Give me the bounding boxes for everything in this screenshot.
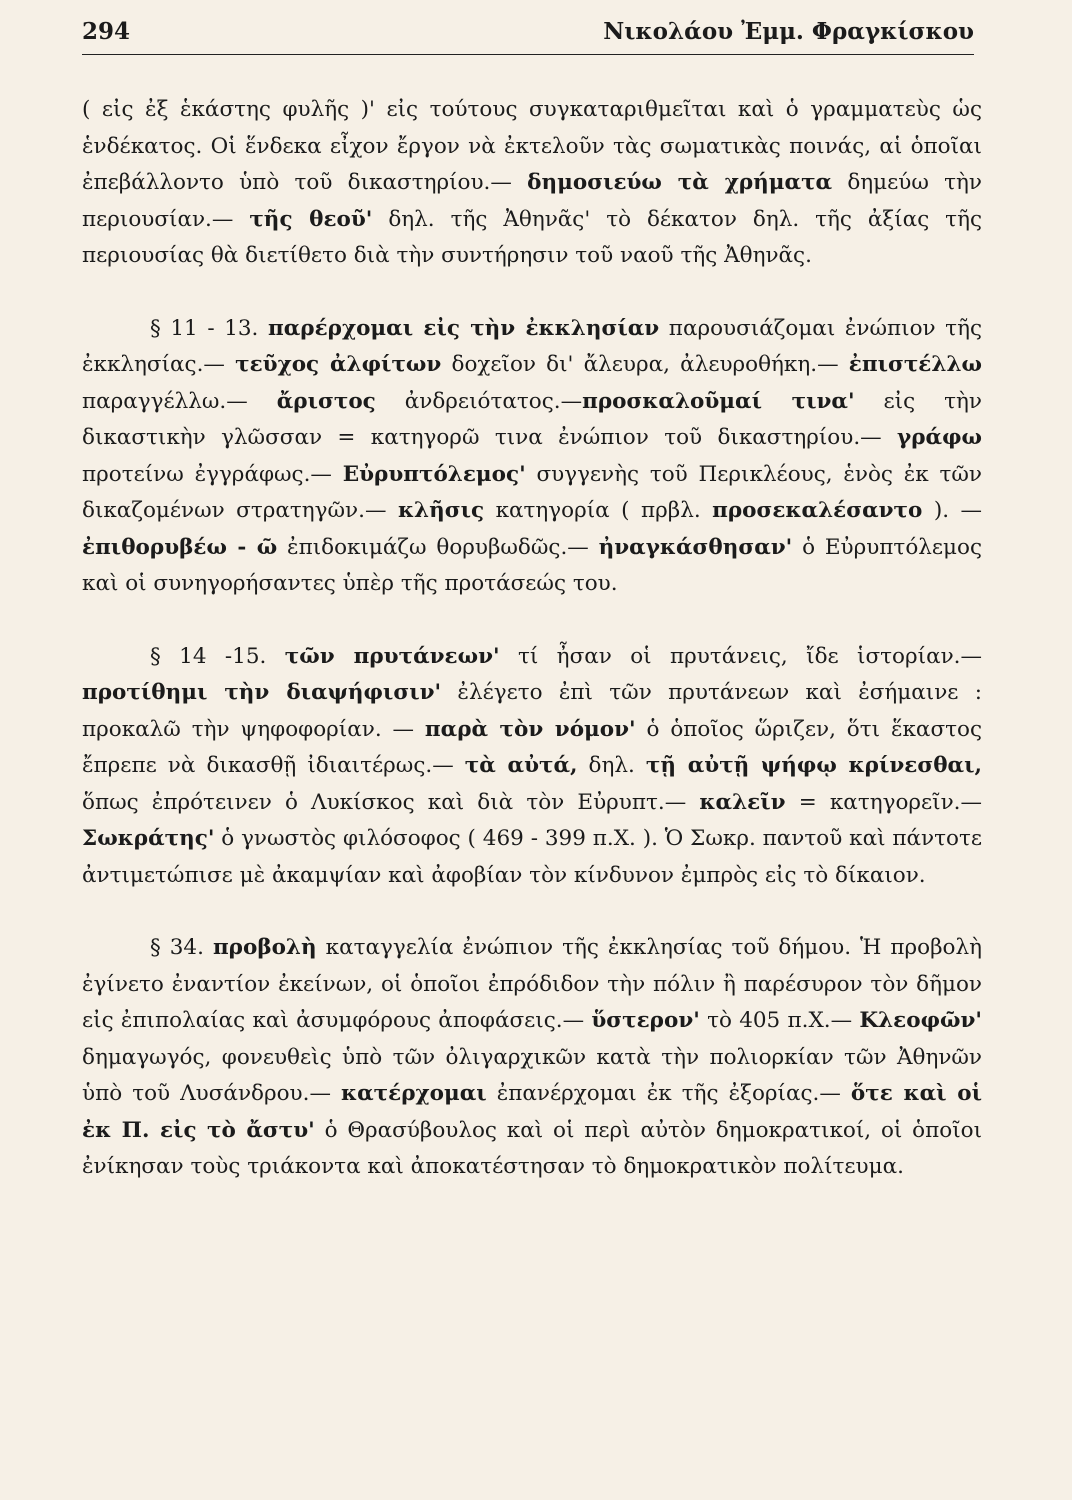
lemma-term: δημοσιεύω τὰ χρήματα <box>527 170 833 195</box>
lemma-term: ἠναγκάσθησαν' <box>598 534 793 560</box>
gloss-text: τί ἦσαν οἱ πρυτάνεις, ἴδε ἱστορίαν.— <box>499 643 982 669</box>
lemma-term: κλῆσις <box>397 498 485 523</box>
gloss-text: ἀνδρειότατος.— <box>375 388 583 414</box>
lemma-term: γράφω <box>897 425 982 450</box>
gloss-text: τὸ 405 π.Χ.— <box>699 1008 860 1033</box>
gloss-text: § 11 - 13. <box>150 315 268 341</box>
page-number: 294 <box>82 18 131 45</box>
gloss-text: ὁ γνωστὸς φιλόσοφος ( 469 - 399 π.Χ. ). Ὁ Σωκρ. παντοῦ καὶ πάντοτε ἀντιμετώπισε μὲ ἀκαμψίαν καὶ ἀφοβίαν τὸν κίνδυνον ἐμπρὸς εἰς τὸ δίκαιον. <box>82 826 982 888</box>
paragraph <box>82 311 982 603</box>
gloss-text: ( εἰς ἐξ ἑκάστης φυλῆς )' εἰς τούτους συγκαταριθμεῖται καὶ ὁ γραμματεὺς ὡς ἑνδέκατος. Οἱ ἕνδεκα εἶχον ἔργον νὰ ἐκτελοῦν τὰς σωματικὰς ποινάς, αἱ ὁποῖαι ἐπεβάλλοντο ὑπὸ τοῦ δικαστηρίου.— <box>82 97 982 195</box>
lemma-term: παρὰ τὸν νόμον' <box>424 716 636 742</box>
lemma-term: τὰ αὐτά, <box>464 753 578 778</box>
lemma-term: τῶν πρυτάνεων' <box>284 643 500 669</box>
gloss-text: δηλ. <box>577 753 646 778</box>
lemma-term: προσεκαλέσαντο <box>712 498 923 523</box>
paragraph <box>82 92 982 275</box>
gloss-text: δοχεῖον δι' ἄλευρα, ἀλευροθήκη.— <box>441 352 849 377</box>
gloss-text: δημεύω τὴν περιουσίαν.— <box>82 170 982 232</box>
running-title: Νικολάου Ἐμμ. Φραγκίσκου <box>603 18 974 45</box>
lemma-term: ὕστερον' <box>591 1008 700 1033</box>
lemma-term: Εὐρυπτόλεμος' <box>342 461 526 487</box>
lemma-term: κατέρχομαι <box>341 1081 487 1106</box>
gloss-text: § 14 -15. <box>150 643 285 669</box>
gloss-text: ). — <box>922 498 983 523</box>
paragraph <box>82 639 982 895</box>
gloss-text: προτείνω ἐγγράφως.— <box>82 461 343 487</box>
gloss-text: ὁ ὁποῖος ὥριζεν, ὅτι ἕκαστος ἔπρεπε νὰ δικασθῇ ἰδιαιτέρως.— <box>82 716 982 778</box>
gloss-text: παρουσιάζομαι ἐνώπιον τῆς ἐκκλησίας.— <box>82 315 983 377</box>
gloss-text: κατηγορία ( πρβλ. <box>484 498 713 523</box>
lemma-term: ἐπιθορυβέω - ῶ <box>82 534 278 560</box>
lemma-term: προβολὴ <box>212 935 317 960</box>
paragraph <box>82 930 982 1186</box>
page-header <box>82 16 974 55</box>
lemma-term: παρέρχομαι εἰς τὴν ἐκκλησίαν <box>268 315 660 341</box>
lemma-term: τῇ αὐτῇ ψήφῳ κρίνεσθαι, <box>645 753 982 778</box>
gloss-text: καταγγελία ἐνώπιον τῆς ἐκκλησίας τοῦ δήμου. Ἡ προβολὴ ἐγίνετο ἐναντίον ἐκείνων, οἱ ὁποῖοι ἐπρόδιδον τὴν πόλιν ἢ παρέσυρον τὸν δῆμον εἰς ἐπιπολαίας καὶ ἀσυμφόρους ἀποφάσεις.— <box>82 935 982 1033</box>
gloss-text: § 34. <box>150 935 213 960</box>
lemma-term: προσκαλοῦμαί τινα' <box>582 388 855 414</box>
gloss-text: συγγενὴς τοῦ Περικλέους, ἑνὸς ἐκ τῶν δικαζομένων στρατηγῶν.— <box>82 461 982 523</box>
gloss-text: ὁ Εὐρυπτόλεμος καὶ οἱ συνηγορήσαντες ὑπὲρ τῆς προτάσεώς του. <box>82 534 982 596</box>
gloss-text: ὁ Θρασύβουλος καὶ οἱ περὶ αὐτὸν δημοκρατικοί, οἱ ὁποῖοι ἐνίκησαν τοὺς τριάκοντα καὶ ἀποκατέστησαν τὸ δημοκρατικὸν πολίτευμα. <box>82 1117 982 1179</box>
gloss-text: ἐλέγετο ἐπὶ τῶν πρυτάνεων καὶ ἐσήμαινε : προκαλῶ τὴν ψηφοφορίαν. — <box>82 680 982 742</box>
page-body <box>82 92 982 1222</box>
lemma-term: προτίθημι τὴν διαψήφισιν' <box>82 680 442 705</box>
lemma-term: Κλεοφῶν' <box>859 1008 982 1033</box>
gloss-text: δηλ. τῆς Ἀθηνᾶς' τὸ δέκατον δηλ. τῆς ἀξίας τῆς περιουσίας θὰ διετίθετο διὰ τὴν συντήρησιν τοῦ ναοῦ τῆς Ἀθηνᾶς. <box>82 206 982 268</box>
lemma-term: τῆς θεοῦ' <box>249 206 373 232</box>
lemma-term: Σωκράτης' <box>82 826 215 851</box>
lemma-term: ἐπιστέλλω <box>848 352 983 377</box>
gloss-text: ἐπιδοκιμάζω θορυβωδῶς.— <box>277 534 599 560</box>
gloss-text: δημαγωγός, φονευθεὶς ὑπὸ τῶν ὀλιγαρχικῶν κατὰ τὴν πολιορκίαν τῶν Ἀθηνῶν ὑπὸ τοῦ Λυσάνδρου.— <box>82 1044 982 1106</box>
lemma-term: καλεῖν <box>699 789 786 815</box>
gloss-text: ἐπανέρχομαι ἐκ τῆς ἐξορίας.— <box>486 1081 851 1106</box>
lemma-term: τεῦχος ἀλφίτων <box>235 352 442 377</box>
gloss-text: = κατηγορεῖν.— <box>785 789 983 815</box>
gloss-text: εἰς τὴν δικαστικὴν γλῶσσαν = κατηγορῶ τινα ἐνώπιον τοῦ δικαστηρίου.— <box>82 388 982 450</box>
lemma-term: ἄριστος <box>276 388 376 414</box>
lemma-term: ὅτε καὶ οἱ ἐκ Π. εἰς τὸ ἄστυ' <box>82 1081 983 1143</box>
gloss-text: παραγγέλλω.— <box>82 388 277 414</box>
gloss-text: ὅπως ἐπρότεινεν ὁ Λυκίσκος καὶ διὰ τὸν Εὐρυπτ.— <box>82 789 700 815</box>
